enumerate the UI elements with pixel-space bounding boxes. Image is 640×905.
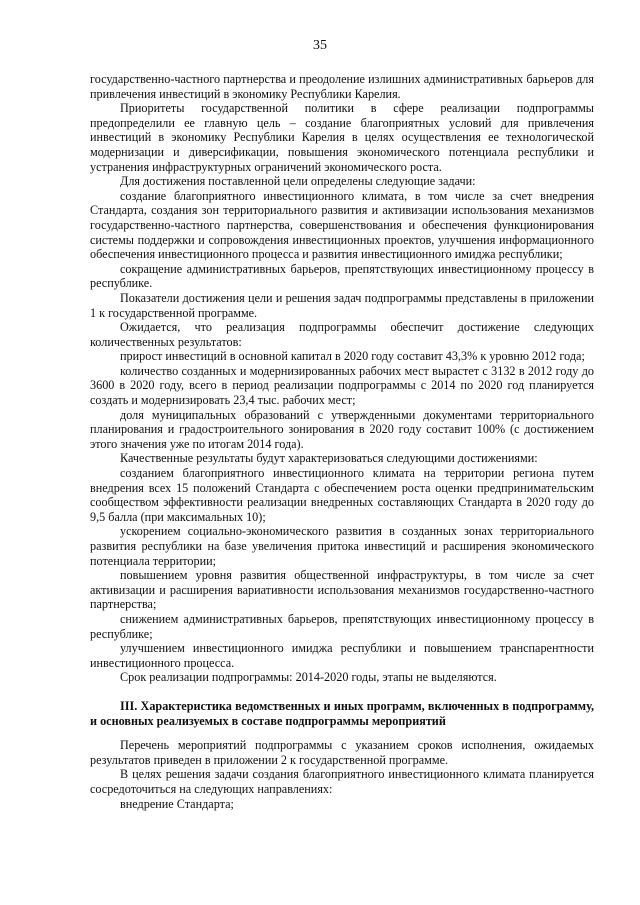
paragraph-qualitative-image: улучшением инвестиционного имиджа республики и повышением транспарентности инвестиционного процесса.: [90, 641, 594, 670]
paragraph-continuation: государственно-частного партнерства и преодоление излишних административных барьеров для привлечения инвестиций в экономику Республики Карелия.: [90, 72, 594, 101]
paragraph-task-barriers: сокращение административных барьеров, препятствующих инвестиционному процессу в республике.: [90, 261, 594, 291]
paragraph-qualitative-infrastructure: повышением уровня развития общественной инфраструктуры, в том числе за счет активизации и расширения вариативности использования механизмов государственно-частного партнерства;: [90, 568, 594, 612]
paragraph-indicators: Показатели достижения цели и решения задач подпрограммы представлены в приложении 1 к государственной программе.: [90, 290, 594, 320]
paragraph-result-municipal: доля муниципальных образований с утвержденными документами территориального планирования и градостроительного зонирования в 2020 году составит 100% (с достижением этого значения уже по итогам 2014 года).: [90, 407, 594, 451]
paragraph-task-climate: создание благоприятного инвестиционного климата, в том числе за счет внедрения Стандарта, создания зон территориального развития и активизации использования механизмов государственно-частного партнерства, совершенствования и обеспечения функционирования системы поддержки и сопровождения инвестиционных проектов, улучшения информационного обеспечения инвестиционного процесса и развития инвестиционного имиджа республики;: [90, 188, 594, 262]
paragraph-directions: В целях решения задачи создания благоприятного инвестиционного климата планируется сосредоточиться на следующих направлениях:: [90, 767, 594, 796]
paragraph-expected: Ожидается, что реализация подпрограммы обеспечит достижение следующих количественных результатов:: [90, 320, 594, 349]
paragraph-result-investment: прирост инвестиций в основной капитал в 2020 году составит 43,3% к уровню 2012 года;: [120, 349, 585, 364]
paragraph-qualitative-standard: созданием благоприятного инвестиционного климата на территории региона путем внедрения всех 15 положений Стандарта с обеспечением роста оценки предпринимательским сообществом эффективности реализации внедренных составляющих Стандарта в 2020 году до 9,5 балла (при максимальных 10);: [90, 466, 594, 524]
paragraph-qualitative-zones: ускорением социально-экономического развития в созданных зонах территориального развития республики на базе увеличения притока инвестиций и расширения экономического потенциала территории;: [90, 524, 594, 568]
paragraph-priorities: Приоритеты государственной политики в сфере реализации подпрограммы предопределили ее главную цель – создание благоприятных условий для привлечения инвестиций в экономику Республики Карелия в целях осуществления ее технологической модернизации и диверсификации, повышения экономического потенциала республики и устранения инфраструктурных ограничений экономического роста.: [90, 101, 594, 174]
paragraph-qualitative-barriers: снижением административных барьеров, препятствующих инвестиционному процессу в республике;: [90, 611, 594, 641]
paragraph-tasks-intro: Для достижения поставленной цели определены следующие задачи:: [120, 174, 476, 189]
paragraph-term: Срок реализации подпрограммы: 2014-2020 годы, этапы не выделяются.: [120, 670, 497, 685]
paragraph-result-jobs: количество созданных и модернизированных рабочих мест вырастет с 3132 в 2012 году до 3600 в 2020 году, всего в период реализации подпрограммы с 2014 по 2020 год планируется создать и модернизировать 23,4 тыс. рабочих мест;: [90, 363, 594, 408]
section-heading: III. Характеристика ведомственных и иных программ, включенных в подпрограмму, и основных реализуемых в составе подпрограммы мероприятий: [90, 698, 594, 728]
paragraph-qualitative-intro: Качественные результаты будут характеризоваться следующими достижениями:: [120, 451, 538, 466]
paragraph-standard-implementation: внедрение Стандарта;: [120, 796, 234, 811]
paragraph-measures-list: Перечень мероприятий подпрограммы с указанием сроков исполнения, ожидаемых результатов приведен в приложении 2 к государственной программе.: [90, 738, 594, 767]
document-body: [90, 72, 594, 811]
page-number: 35: [313, 38, 327, 53]
